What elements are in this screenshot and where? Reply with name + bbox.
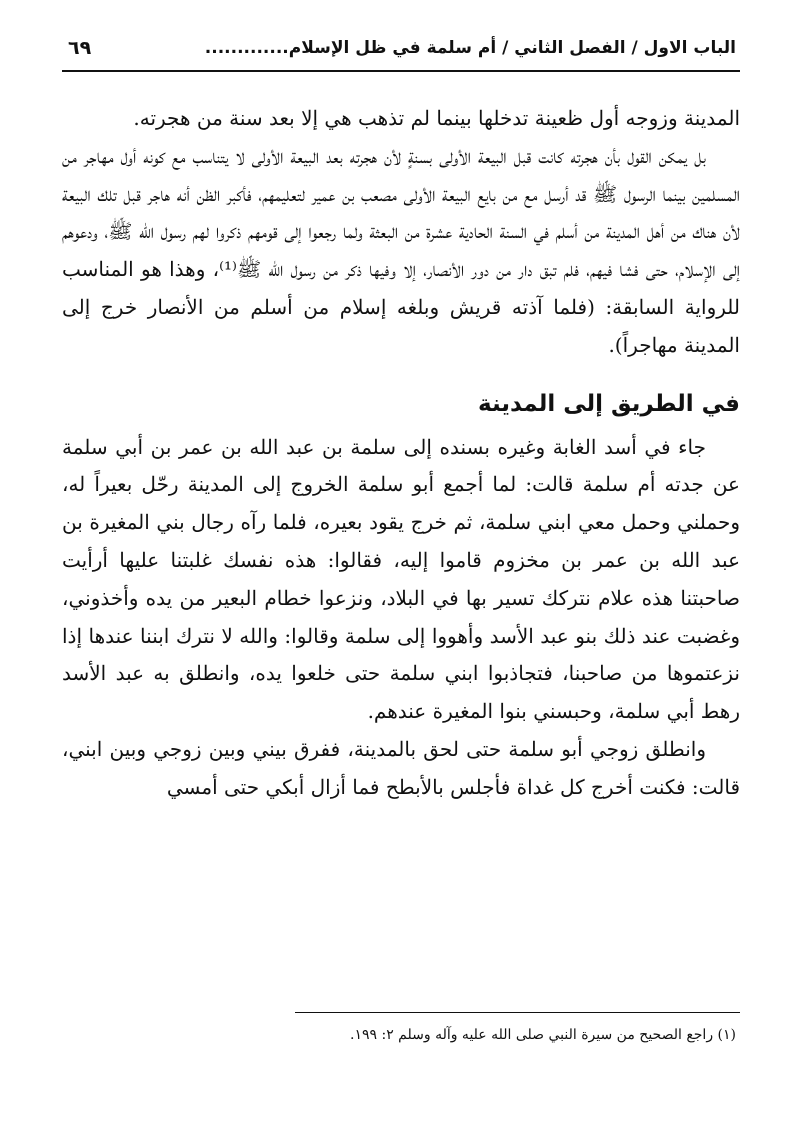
paragraph-continuation: المدينة وزوجه أول ظعينة تدخلها بينما لم تذهب هي إلا بعد سنة من هجرته. <box>133 106 740 130</box>
section-heading: في الطريق إلى المدينة <box>478 390 740 417</box>
running-header-title: الباب الاول / الفصل الثاني / أم سلمة في ظل الإسلام............. <box>204 38 736 58</box>
header-divider <box>62 70 740 72</box>
paragraph: وانطلق زوجي أبو سلمة حتى لحق بالمدينة، ففرق بيني وبين زوجي وبين ابني، قالت: فكنت أخرج كل غداة فأجلس بالأبطح فما أزال أبكي حتى أمسي <box>62 736 740 799</box>
footnote-divider <box>295 1012 740 1013</box>
running-header <box>68 28 736 68</box>
paragraph: بل يمكن القول بأن هجرته كانت قبل البيعة الأولى بسنةٍ لأن هجرته بعد البيعة الأولى لا يتناسب مع كونه أول مهاجر من المسلمين بينما الرسول ﷺ قد أرسل مع من بايع البيعة الأولى مصعب بن عمير لتعليمهم، فأكبر الظن أنه هاجر قبل تلك البيعة لأن هناك من أهل المدينة من أسلم في السنة الحادية عشرة من البعثة ولما رجعوا إلى قومهم ذكروا لهم رسول الله ﷺ، ودعوهم إلى الإسلام، حتى فشا فيهم، فلم تبق دار من دور الأنصار، إلا وفيها ذكر من رسول الله ﷺ⁽¹⁾، وهذا هو المناسب للرواية السابقة: (فلما آذته قريش وبلغه إسلام من أسلم من الأنصار خرج إلى المدينة مهاجراً). <box>62 143 741 357</box>
paragraph: جاء في أسد الغابة وغيره بسنده إلى سلمة بن عبد الله بن عمر بن أبي سلمة عن جدته أم سلمة قالت: لما أجمع أبو سلمة الخروج إلى المدينة رحّل بعيراً له، وحملني وحمل معي ابني سلمة، ثم خرج يقود بعيره، فلما رآه رجال بني المغيرة بن عبد الله بن عمر بن مخزوم قاموا إليه، فقالوا: هذه نفسك غلبتنا عليها أرأيت صاحبتنا هذه علام نتركك تسير بها في البلاد، ونزعوا خطام البعير من يده وأخذوني، وغضبت عند ذلك بنو عبد الأسد وأهووا إلى سلمة وقالوا: والله لا نترك ابننا عندها إذا نزعتموها من صاحبنا، فتجاذبوا ابني سلمة حتى خلعوا يده، وانطلق به عبد الأسد رهط أبي سلمة، وحبسني بنوا المغيرة عندهم. <box>62 434 741 724</box>
main-text <box>62 100 740 807</box>
footnote: (١) راجع الصحيح من سيرة النبي صلى الله عليه وآله وسلم ٢: ١٩٩. <box>350 1027 736 1043</box>
page-number: ٦٩ <box>68 37 92 59</box>
